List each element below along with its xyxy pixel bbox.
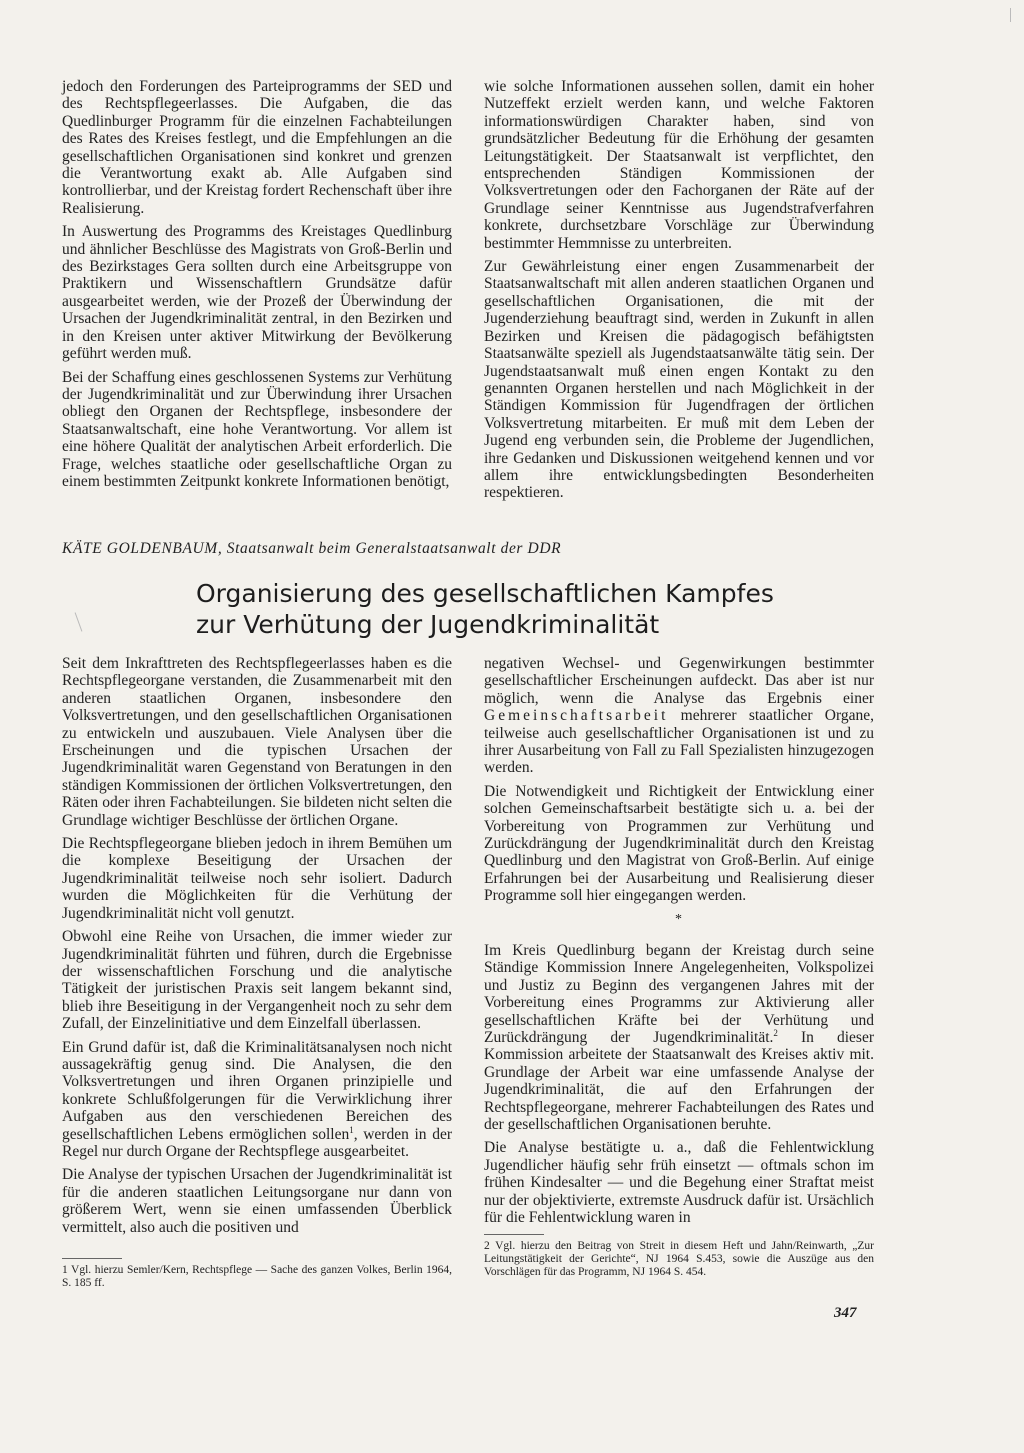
paragraph: Bei der Schaffung eines geschlossenen Systems zur Verhütung der Jugendkriminalität und zur Überwindung ihrer Ursachen obliegt den Organen der Rechtspflege, insbesondere der Staatsanwaltschaft, eine hohe Verantwortung. Vor allem ist eine höhere Qualität der analytischen Arbeit erforderlich. Die Frage, welches staatliche oder gesellschaftliche Organ zu einem bestimmten Zeitpunkt konkrete Informationen benötigt, — [62, 368, 452, 490]
scan-mark — [1010, 8, 1011, 22]
paragraph: In Auswertung des Programms des Kreistages Quedlinburg und ähnlicher Beschlüsse des Magistrats von Groß-Berlin und des Bezirkstages Gera sollten durch eine Arbeitsgruppe von Praktikern und Wissenschaftlern Grundsätze dafür ausgearbeitet werden, wie der Prozeß der Überwindung der Ursachen der Jugendkriminalität zentral, in den Bezirken und in den Kreisen unter aktiver Mitwirkung der Bevölkerung geführt werden muß. — [62, 223, 452, 363]
article-left-column — [62, 655, 452, 1242]
paragraph: Seit dem Inkrafttreten des Rechtspflegeerlasses haben es die Rechtspflegeorgane verstanden, die Zusammenarbeit mit den anderen staatlichen Organen, insbesondere den Volksvertretungen, und den gesellschaftlichen Organisationen zu entwickeln und auszubauen. Viele Analysen über die Erscheinungen und die typischen Ursachen der Jugendkriminalität waren Gegenstand von Beratungen in den ständigen Kommissionen der örtlichen Volksvertretungen, den Räten oder ihren Fachabteilungen. Sie bildeten nicht selten die Grundlage wichtiger Beschlüsse der örtlichen Organe. — [62, 655, 452, 829]
paragraph: Die Analyse der typischen Ursachen der Jugendkriminalität ist für die anderen staatlichen Leitungsorgane nur dann von größerem Wert, wenn sie einen umfassenden Überblick vermittelt, also auch die positiven und — [62, 1166, 452, 1236]
paragraph: Die Rechtspflegeorgane blieben jedoch in ihrem Bemühen um die komplexe Beseitigung der Ursachen der Jugendkriminalität teilweise noch sehr isoliert. Dadurch wurden die Möglichkeiten für die Verhütung der Jugendkriminalität nicht voll genutzt. — [62, 835, 452, 922]
footnote-rule — [62, 1258, 122, 1259]
article-title — [196, 578, 896, 640]
section-separator: * — [675, 912, 682, 927]
paragraph — [62, 1039, 452, 1161]
emphasized-word: Gemeinschaftsarbeit — [484, 707, 669, 725]
footnote: 1 Vgl. hierzu Semler/Kern, Rechtspflege — Sache des ganzen Volkes, Berlin 1964, S. 185 ff. — [62, 1264, 452, 1289]
paragraph-text: Ein Grund dafür ist, daß die Kriminalitätsanalysen noch nicht aussagekräftig genug sind. Die Analysen, die den Volksvertretungen und ihren Organen prinzipielle und konkrete Schlußfolgerungen für die Verwirklichung ihrer Aufgaben aus den verschiedenen Bereichen des gesellschaftlichen Lebens ermöglichen sollen — [62, 1038, 452, 1143]
paragraph-text: mehrerer staatlicher Organe, teilweise auch gesellschaftlicher Organisationen ist und zu ihrer Ausarbeitung von Fall zu Fall Spezialisten hinzugezogen werden. — [484, 707, 874, 777]
paragraph — [484, 942, 874, 1133]
paragraph: jedoch den Forderungen des Parteiprogramms der SED und des Rechtspflegeerlasses. Die Aufgaben, die das Quedlinburger Programm für die einzelnen Fachabteilungen des Rates des Kreises festlegt, und die Empfehlungen an die gesellschaftlichen Organisationen sind konkret und grenzen die Verantwortung exakt ab. Alle Aufgaben sind kontrollierbar, und der Kreistag fordert Rechenschaft über ihre Realisierung. — [62, 78, 452, 217]
paragraph: Zur Gewährleistung einer engen Zusammenarbeit der Staatsanwaltschaft mit allen anderen staatlichen Organen und gesellschaftlichen Organisationen, die mit der Jugenderziehung beauftragt sind, werden in Zukunft in allen Bezirken und Kreisen die pädagogisch befähigtsten Staatsanwälte speziell als Jugendstaatsanwälte tätig sein. Der Jugendstaatsanwalt muß einen engen Kontakt zu den genannten Organen herstellen und nach Möglichkeit in der Ständigen Kommission für Jugendfragen der örtlichen Volksvertretung mitarbeiten. Er muß mit dem Leben der Jugend eng verbunden sein, die Probleme der Jugendlichen, ihre Gedanken und Diskussionen weitgehend kennen und vor allem ihre entwicklungsbedingten Besonderheiten respektieren. — [484, 258, 874, 502]
article-lower-right-column — [484, 942, 874, 1233]
author-line: KÄTE GOLDENBAUM, Staatsanwalt beim Generalstaatsanwalt der DDR — [62, 540, 562, 557]
title-line: zur Verhütung der Jugendkriminalität — [196, 610, 660, 639]
article-right-column — [484, 655, 874, 911]
page-number: 347 — [834, 1305, 857, 1321]
title-line: Organisierung des gesellschaftlichen Kampfes — [196, 579, 774, 608]
paragraph — [484, 655, 874, 777]
top-right-column — [484, 78, 874, 508]
footnote-rule — [484, 1234, 544, 1235]
footnote: 2 Vgl. hierzu den Beitrag von Streit in diesem Heft und Jahn/Reinwarth, „Zur Leitungstätigkeit der Gerichte“, NJ 1964 S.453, sowie die Auszüge aus den Vorschlägen für das Programm, NJ 1964 S. 454. — [484, 1240, 874, 1278]
scan-mark — [75, 612, 83, 631]
paragraph: wie solche Informationen aussehen sollen, damit ein hoher Nutzeffekt erzielt werden kann, und welche Faktoren informationswürdigen Charakter haben, sind von grundsätzlicher Bedeutung für die Erhöhung der gesamten Leitungstätigkeit. Der Staatsanwalt ist verpflichtet, den entsprechenden Ständigen Kommissionen der Volksvertretungen oder den Fachorganen der Räte auf der Grundlage seiner Kenntnisse aus Jugendstrafverfahren konkrete, durchsetzbare Vorschläge zur Überwindung bestimmter Hemmnisse zu unterbreiten. — [484, 78, 874, 252]
paragraph: Die Analyse bestätigte u. a., daß die Fehlentwicklung Jugendlicher häufig sehr früh einsetzt — oftmals schon im frühen Kindesalter — und die Begehung einer Straftat meist nur der objektivierte, extremste Ausdruck dafür ist. Ursächlich für die Fehlentwicklung waren in — [484, 1139, 874, 1227]
paragraph-text: Im Kreis Quedlinburg begann der Kreistag durch seine Ständige Kommission Innere Angelegenheiten, Volkspolizei und Justiz zu Beginn des vergangenen Jahres mit der Vorbereitung eines Programms zur Aktivierung aller gesellschaftlichen Kräfte bei der Verhütung und Zurückdrängung der Jugendkriminalität. — [484, 942, 874, 1047]
paragraph: Die Notwendigkeit und Richtigkeit der Entwicklung einer solchen Gemeinschaftsarbeit bestätigte sich u. a. bei der Vorbereitung von Programmen zur Verhütung und Zurückdrängung der Jugendkriminalität durch den Kreistag Quedlinburg und den Magistrat von Groß-Berlin. Auf einige Erfahrungen bei der Ausarbeitung und Realisierung dieser Programme soll hier eingegangen werden. — [484, 782, 874, 905]
footnote-ref: 1 — [349, 1124, 354, 1135]
paragraph-text: negativen Wechsel- und Gegenwirkungen bestimmter gesellschaftlicher Erscheinungen aufdeckt. Das aber ist nur möglich, wenn die Analyse das Ergebnis einer — [484, 655, 874, 707]
paragraph: Obwohl eine Reihe von Ursachen, die immer wieder zur Jugendkriminalität führten und führen, durch die Ergebnisse der wissenschaftlichen Forschung und die analytische Tätigkeit der juristischen Praxis seit langem bekannt sind, blieb ihre Beseitigung in der Vergangenheit noch zu sehr dem Zufall, der Einzelinitiative und dem Einzelfall überlassen. — [62, 928, 452, 1033]
footnote-ref: 2 — [773, 1027, 778, 1038]
top-left-column — [62, 78, 452, 496]
paragraph-text: In dieser Kommission arbeitete der Staatsanwalt des Kreises aktiv mit. Grundlage der Arbeit war eine umfassende Analyse der Jugendkriminalität, die auf den Erfahrungen der Rechtspflegeorgane, mehrerer Fachabteilungen des Rates und der gesellschaftlichen Organisationen beruhte. — [484, 1029, 874, 1134]
paragraph-text: , werden in der Regel nur durch Organe der Rechtspflege ausgearbeitet. — [62, 1125, 452, 1160]
